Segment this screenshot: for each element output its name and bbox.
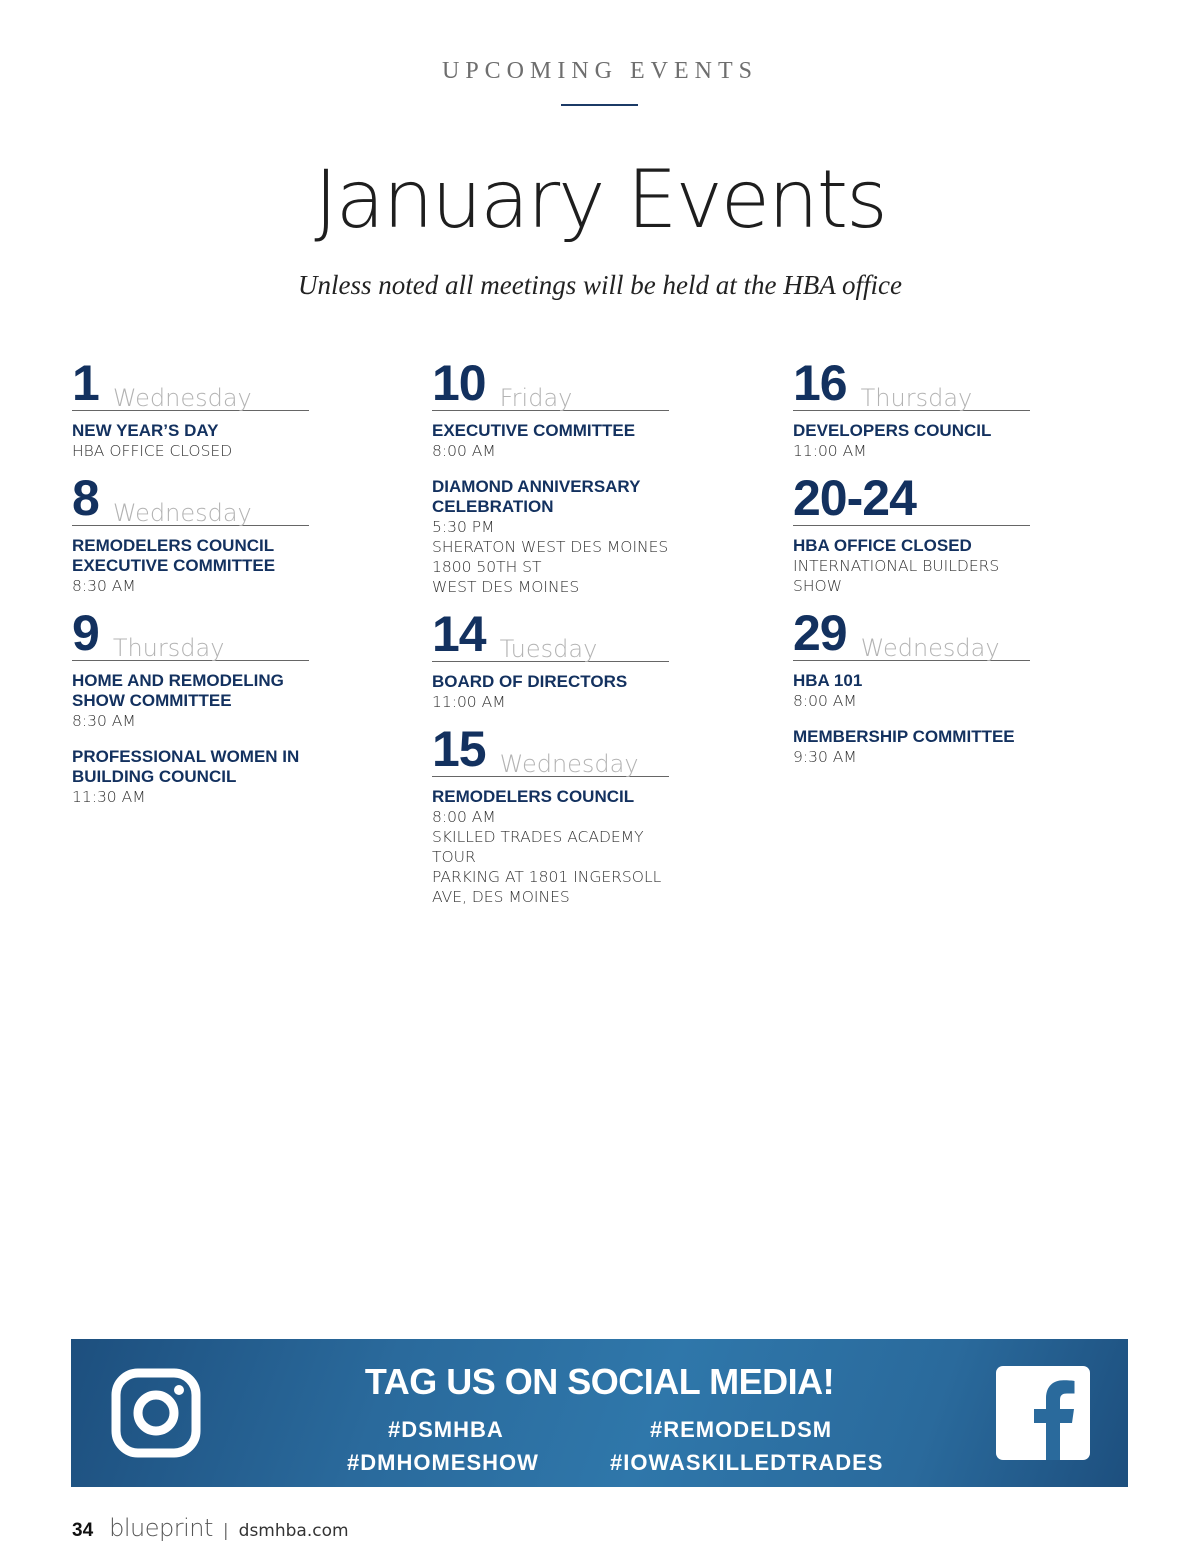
page-number: 34 (72, 1520, 94, 1541)
day-header (793, 605, 1030, 662)
section-kicker: UPCOMING EVENTS (441, 58, 758, 84)
event-title: MEMBERSHIP COMMITTEE (793, 727, 1015, 746)
social-media-banner (71, 1339, 1128, 1487)
day-number: 29 (793, 605, 847, 661)
weekday-name: Thursday (112, 634, 225, 662)
hashtag-remodeldsm: #REMODELDSM (650, 1417, 833, 1442)
event-item (793, 727, 1030, 767)
event-detail: HBA OFFICE CLOSED (72, 442, 233, 460)
day-header (432, 606, 669, 663)
events-column-3 (793, 355, 1030, 779)
event-detail: 9:30 AM (793, 748, 857, 766)
day-number: 16 (793, 355, 847, 411)
event-item (793, 421, 1030, 461)
event-detail: 8:30 AM (72, 577, 136, 595)
event-item (432, 477, 669, 597)
day-header (432, 721, 669, 778)
day-header (72, 470, 309, 527)
events-column-2 (432, 355, 669, 919)
event-day (72, 470, 309, 596)
event-title: DIAMOND ANNIVERSARY CELEBRATION (432, 477, 641, 516)
day-header (72, 355, 309, 412)
page-footer (72, 1514, 349, 1542)
event-detail: 11:00 AM (793, 442, 867, 460)
event-detail: 8:00 AM (432, 808, 496, 826)
weekday-name: Wednesday (112, 499, 252, 527)
event-detail: 5:30 PM (432, 518, 495, 536)
day-number: 8 (72, 470, 99, 526)
page-title: January Events (314, 153, 886, 246)
weekday-name: Friday (499, 384, 573, 412)
event-day (793, 605, 1030, 767)
event-detail: WEST DES MOINES (432, 578, 580, 596)
event-day (72, 355, 309, 461)
event-detail: 1800 50TH ST (432, 558, 542, 576)
event-title: REMODELERS COUNCIL EXECUTIVE COMMITTEE (72, 536, 276, 575)
event-day (432, 721, 669, 907)
weekday-name: Wednesday (112, 384, 252, 412)
hashtag-dmhomeshow: #DMHOMESHOW (347, 1450, 539, 1475)
event-item (793, 671, 1030, 711)
event-title: HBA OFFICE CLOSED (793, 536, 972, 555)
weekday-name: Tuesday (499, 635, 598, 663)
hashtag-iowaskilledtrades: #IOWASKILLEDTRADES (610, 1450, 884, 1475)
event-title: HBA 101 (793, 671, 863, 690)
event-title: DEVELOPERS COUNCIL (793, 421, 992, 440)
event-item (72, 747, 309, 807)
day-header (72, 605, 309, 662)
day-header (793, 355, 1030, 412)
weekday-name: Wednesday (499, 750, 639, 778)
day-number: 9 (72, 605, 99, 661)
event-title: EXECUTIVE COMMITTEE (432, 421, 636, 440)
weekday-name: Wednesday (860, 634, 1000, 662)
facebook-icon[interactable] (996, 1366, 1090, 1460)
event-detail: 8:00 AM (432, 442, 496, 460)
event-item (72, 671, 309, 731)
event-detail: 11:30 AM (72, 788, 146, 806)
day-header (432, 355, 669, 412)
event-title: BOARD OF DIRECTORS (432, 672, 628, 691)
event-detail: SKILLED TRADES ACADEMY TOUR (432, 828, 644, 866)
kicker-divider (561, 104, 638, 106)
event-title: NEW YEAR’S DAY (72, 421, 219, 440)
day-number: 1 (72, 355, 99, 411)
event-detail: PARKING AT 1801 INGERSOLL AVE, DES MOINES (432, 868, 662, 906)
event-item (72, 421, 309, 461)
blueprint-logo: blueprint (109, 1514, 213, 1542)
day-number: 10 (432, 355, 486, 411)
event-title: PROFESSIONAL WOMEN IN BUILDING COUNCIL (72, 747, 300, 786)
event-detail: 11:00 AM (432, 693, 506, 711)
page-subtitle: Unless noted all meetings will be held at the HBA office (298, 270, 902, 300)
event-detail: INTERNATIONAL BUILDERS SHOW (793, 557, 1000, 595)
event-detail: 8:00 AM (793, 692, 857, 710)
banner-title: TAG US ON SOCIAL MEDIA! (364, 1361, 835, 1402)
day-number: 15 (432, 721, 486, 777)
event-item (432, 421, 669, 461)
event-item (72, 536, 309, 596)
event-title: HOME AND REMODELING SHOW COMMITTEE (72, 671, 284, 710)
event-detail: 8:30 AM (72, 712, 136, 730)
day-header (793, 470, 1030, 526)
event-item (793, 536, 1030, 596)
weekday-name: Thursday (860, 384, 973, 412)
event-item (432, 672, 669, 712)
event-day (432, 606, 669, 712)
event-day (793, 355, 1030, 461)
hashtag-dsmhba: #DSMHBA (388, 1417, 504, 1442)
event-title: REMODELERS COUNCIL (432, 787, 635, 806)
day-number: 14 (432, 606, 486, 662)
website-link[interactable]: dsmhba.com (238, 1521, 349, 1541)
event-day (793, 470, 1030, 596)
event-item (432, 787, 669, 907)
event-day (432, 355, 669, 597)
event-day (72, 605, 309, 807)
day-number: 20-24 (793, 470, 916, 526)
events-column-1 (72, 355, 309, 819)
event-detail: SHERATON WEST DES MOINES (432, 538, 669, 556)
footer-separator: | (222, 1521, 229, 1541)
